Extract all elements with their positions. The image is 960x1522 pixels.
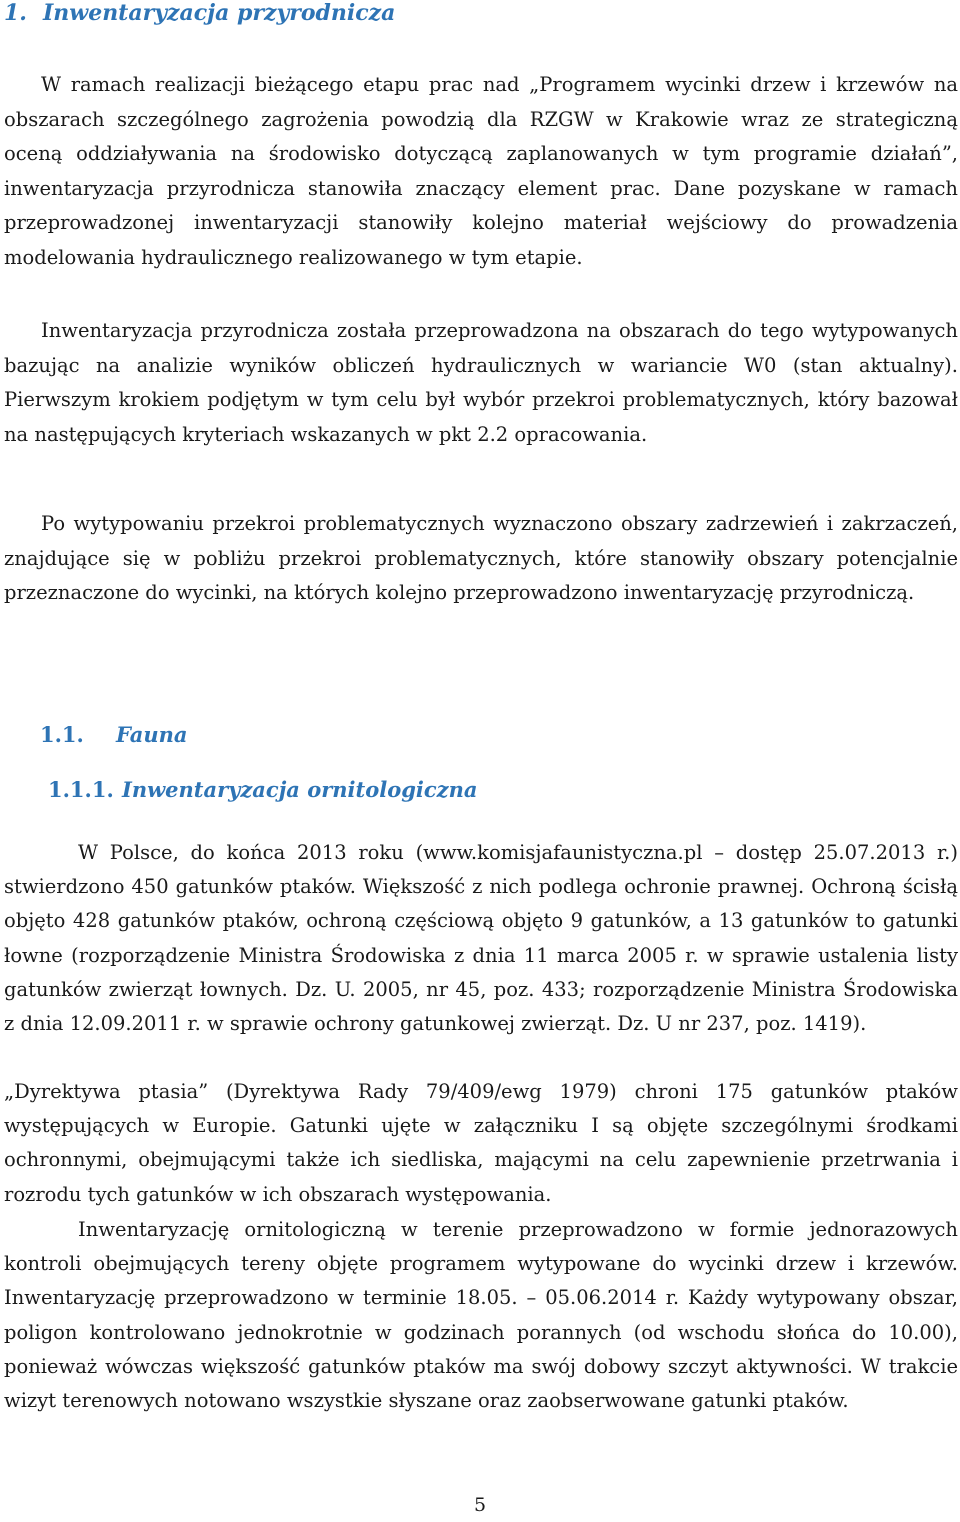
- page-number: 5: [473, 1494, 487, 1516]
- intro-paragraph-1: W ramach realizacji bieżącego etapu prac nad „Programem wycinki drzew i krzewów na obszarach szczególnego zagrożenia powodzią dla RZGW w Krakowie wraz ze strategiczną oceną oddziaływania na środowisko dotyczącą zaplanowanych w tym programie działań”, inwentaryzacja przyrodnicza stanowiła znaczący element prac. Dane pozyskane w ramach przeprowadzonej inwentaryzacji stanowiły kolejno materiał wejściowy do prowadzenia modelowania hydraulicznego realizowanego w tym etapie.: [4, 73, 958, 269]
- subsection-title: Fauna: [116, 722, 188, 747]
- fauna-paragraph-3: Inwentaryzację ornitologiczną w terenie przeprowadzono w formie jednorazowych kontroli obejmujących tereny objęte programem wytypowane do wycinki drzew i krzewów. Inwentaryzację przeprowadzono w terminie 18.05. – 05.06.2014 r. Każdy wytypowany obszar, poligon kontrolowano jednokrotnie w godzinach porannych (od wschodu słońca do 10.00), ponieważ wówczas większość gatunków ptaków ma swój dobowy szczyt aktywności. W trakcie wizyt terenowych notowano wszystkie słyszane oraz zaobserwowane gatunki ptaków.: [4, 1218, 958, 1413]
- section-number: 1.: [4, 0, 27, 26]
- subsection-heading: [40, 722, 188, 747]
- subsubsection-title: Inwentaryzacja ornitologiczna: [122, 777, 478, 802]
- fauna-paragraph-2: „Dyrektywa ptasia” (Dyrektywa Rady 79/409/ewg 1979) chroni 175 gatunków ptaków występujących w Europie. Gatunki ujęte w załączniku I są objęte szczególnymi środkami ochronnymi, obejmującymi także ich siedliska, mającymi na celu zapewnienie przetrwania i rozrodu tych gatunków w ich obszarach występowania.: [4, 1080, 958, 1206]
- intro-paragraph-3: Po wytypowaniu przekroi problematycznych wyznaczono obszary zadrzewień i zakrzaczeń, znajdujące się w pobliżu przekroi problematycznych, które stanowiły obszary potencjalnie przeznaczone do wycinki, na których kolejno przeprowadzono inwentaryzację przyrodniczą.: [4, 512, 958, 604]
- subsection-number: 1.1.: [40, 722, 84, 747]
- section-title: Inwentaryzacja przyrodnicza: [42, 0, 396, 26]
- fauna-paragraph-1: W Polsce, do końca 2013 roku (www.komisjafaunistyczna.pl – dostęp 25.07.2013 r.) stwierdzono 450 gatunków ptaków. Większość z nich podlega ochronie prawnej. Ochroną ścisłą objęto 428 gatunków ptaków, ochroną częściową objęto 9 gatunków, a 13 gatunków to gatunki łowne (rozporządzenie Ministra Środowiska z dnia 11 marca 2005 r. w sprawie ustalenia listy gatunków zwierząt łownych. Dz. U. 2005, nr 45, poz. 433; rozporządzenie Ministra Środowiska z dnia 12.09.2011 r. w sprawie ochrony gatunkowej zwierząt. Dz. U nr 237, poz. 1419).: [4, 841, 958, 1036]
- section-heading: [4, 0, 395, 26]
- subsubsection-heading: [48, 777, 477, 802]
- subsubsection-number: 1.1.1.: [48, 777, 114, 802]
- intro-paragraph-2: Inwentaryzacja przyrodnicza została przeprowadzona na obszarach do tego wytypowanych bazując na analizie wyników obliczeń hydraulicznych w wariancie W0 (stan aktualny). Pierwszym krokiem podjętym w tym celu był wybór przekroi problematycznych, który bazował na następujących kryteriach wskazanych w pkt 2.2 opracowania.: [4, 319, 958, 446]
